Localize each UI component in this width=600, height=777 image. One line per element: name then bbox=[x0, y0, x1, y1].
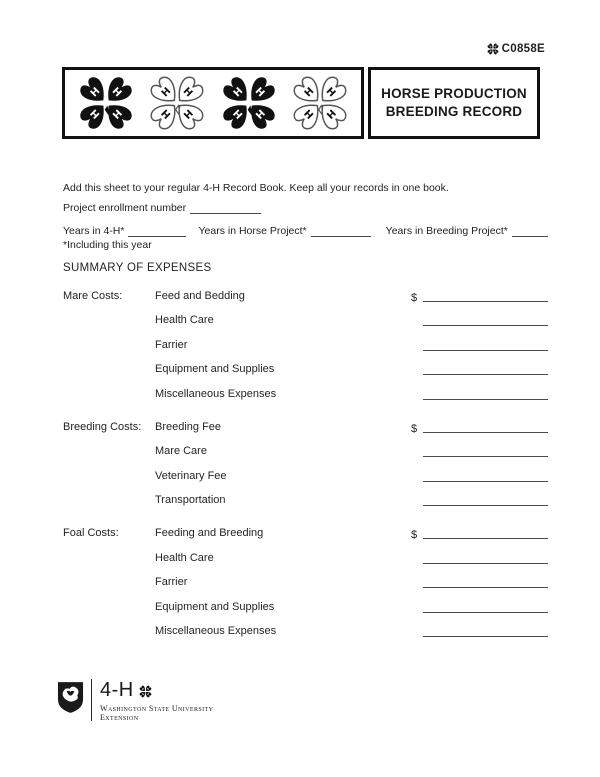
expense-row bbox=[63, 355, 548, 380]
expense-row bbox=[63, 486, 548, 511]
breeding-costs-section bbox=[63, 412, 548, 510]
expenses-table bbox=[63, 281, 548, 641]
clover-banner bbox=[62, 67, 364, 139]
amount-field bbox=[414, 361, 548, 375]
footer-divider bbox=[91, 679, 92, 721]
expense-item-label: Health Care bbox=[155, 314, 214, 327]
years-in-breeding-project-label: Years in Breeding Project* bbox=[385, 225, 508, 237]
enrollment-row bbox=[63, 201, 261, 214]
clover-icon bbox=[486, 42, 500, 56]
amount-field bbox=[414, 550, 548, 564]
expense-row bbox=[63, 306, 548, 331]
footer-organization bbox=[100, 705, 213, 722]
footer-org-line2: Extension bbox=[100, 712, 139, 722]
expense-row bbox=[63, 518, 548, 543]
summary-of-expenses-heading: SUMMARY OF EXPENSES bbox=[63, 262, 212, 274]
years-in-horse-project-label: Years in Horse Project* bbox=[198, 225, 307, 237]
expense-row bbox=[63, 330, 548, 355]
form-title-line2: BREEDING RECORD bbox=[385, 104, 523, 119]
amount-field bbox=[414, 623, 548, 637]
years-in-breeding-project-input-line[interactable] bbox=[512, 224, 548, 237]
expense-item-label: Equipment and Supplies bbox=[155, 600, 275, 613]
dollar-sign: $ bbox=[411, 422, 418, 435]
footer-text-block bbox=[100, 679, 213, 722]
amount-input-line[interactable] bbox=[423, 374, 548, 375]
expense-row bbox=[63, 281, 548, 306]
expense-row bbox=[63, 379, 548, 404]
expense-row bbox=[63, 543, 548, 568]
expense-row bbox=[63, 412, 548, 437]
category-label: Mare Costs: bbox=[63, 289, 123, 302]
expense-item-label: Farrier bbox=[155, 576, 188, 589]
category-label: Foal Costs: bbox=[63, 526, 119, 539]
amount-field bbox=[414, 574, 548, 588]
expense-item-label: Mare Care bbox=[155, 445, 207, 458]
amount-input-line[interactable] bbox=[423, 636, 548, 637]
amount-input-line[interactable] bbox=[423, 399, 548, 400]
years-in-horse-project-input-line[interactable] bbox=[311, 224, 371, 237]
expense-row bbox=[63, 568, 548, 593]
amount-field bbox=[414, 599, 548, 613]
footer-4h-wordmark: 4-H bbox=[100, 679, 134, 701]
amount-field bbox=[414, 492, 548, 506]
dollar-sign: $ bbox=[411, 291, 418, 304]
amount-field bbox=[414, 312, 548, 326]
expense-item-label: Miscellaneous Expenses bbox=[155, 387, 277, 400]
years-in-4h-label: Years in 4-H* bbox=[63, 225, 125, 237]
clover-icon bbox=[138, 684, 153, 699]
amount-field bbox=[414, 386, 548, 400]
amount-input-line[interactable] bbox=[423, 505, 548, 506]
years-row bbox=[63, 224, 548, 237]
clover-outline-icon bbox=[287, 70, 353, 136]
amount-input-line[interactable] bbox=[423, 612, 548, 613]
expense-item-label: Miscellaneous Expenses bbox=[155, 625, 277, 638]
footnote-text: *Including this year bbox=[63, 239, 152, 251]
expense-item-label: Health Care bbox=[155, 551, 214, 564]
clover-filled-icon bbox=[216, 70, 282, 136]
enrollment-input-line[interactable] bbox=[190, 201, 261, 214]
expense-item-label: Farrier bbox=[155, 338, 188, 351]
footer-org-line1: Washington State University bbox=[100, 704, 214, 713]
dollar-sign: $ bbox=[411, 528, 418, 541]
years-in-breeding-project-field bbox=[386, 224, 548, 237]
footer-brand-row bbox=[100, 679, 213, 702]
years-in-horse-project-field bbox=[198, 224, 370, 237]
expense-item-label: Equipment and Supplies bbox=[155, 363, 275, 376]
expense-row bbox=[63, 617, 548, 642]
amount-input-line[interactable] bbox=[423, 563, 548, 564]
expense-item-label: Breeding Fee bbox=[155, 420, 222, 433]
clover-outline-icon bbox=[144, 70, 210, 136]
expense-item-label: Feeding and Breeding bbox=[155, 526, 264, 539]
instructions-text: Add this sheet to your regular 4-H Record Book. Keep all your records in one book. bbox=[63, 181, 449, 194]
amount-input-line[interactable] bbox=[423, 432, 548, 433]
category-label: Breeding Costs: bbox=[63, 420, 142, 433]
expense-item-label: Transportation bbox=[155, 494, 226, 507]
foal-costs-section bbox=[63, 518, 548, 641]
amount-field bbox=[411, 419, 548, 435]
form-title-line1: HORSE PRODUCTION bbox=[381, 86, 527, 101]
wsu-shield-logo bbox=[57, 681, 84, 714]
amount-input-line[interactable] bbox=[423, 538, 548, 539]
expense-row bbox=[63, 437, 548, 462]
footer-branding bbox=[57, 679, 213, 722]
document-code bbox=[486, 42, 545, 56]
form-title bbox=[368, 67, 540, 139]
amount-field bbox=[414, 337, 548, 351]
amount-field bbox=[411, 525, 548, 541]
enrollment-label: Project enrollment number bbox=[63, 202, 187, 214]
clover-filled-icon bbox=[73, 70, 139, 136]
amount-input-line[interactable] bbox=[423, 481, 548, 482]
amount-input-line[interactable] bbox=[423, 456, 548, 457]
document-code-text: C0858E bbox=[501, 43, 545, 55]
years-in-4h-field bbox=[63, 224, 186, 237]
amount-field bbox=[414, 468, 548, 482]
years-in-4h-input-line[interactable] bbox=[128, 224, 186, 237]
amount-input-line[interactable] bbox=[423, 325, 548, 326]
amount-input-line[interactable] bbox=[423, 587, 548, 588]
amount-input-line[interactable] bbox=[423, 301, 548, 302]
form-header bbox=[62, 67, 540, 139]
amount-input-line[interactable] bbox=[423, 350, 548, 351]
amount-field bbox=[414, 443, 548, 457]
expense-row bbox=[63, 592, 548, 617]
amount-field bbox=[411, 288, 548, 304]
expense-row bbox=[63, 461, 548, 486]
expense-item-label: Veterinary Fee bbox=[155, 469, 227, 482]
expense-item-label: Feed and Bedding bbox=[155, 289, 245, 302]
mare-costs-section bbox=[63, 281, 548, 404]
